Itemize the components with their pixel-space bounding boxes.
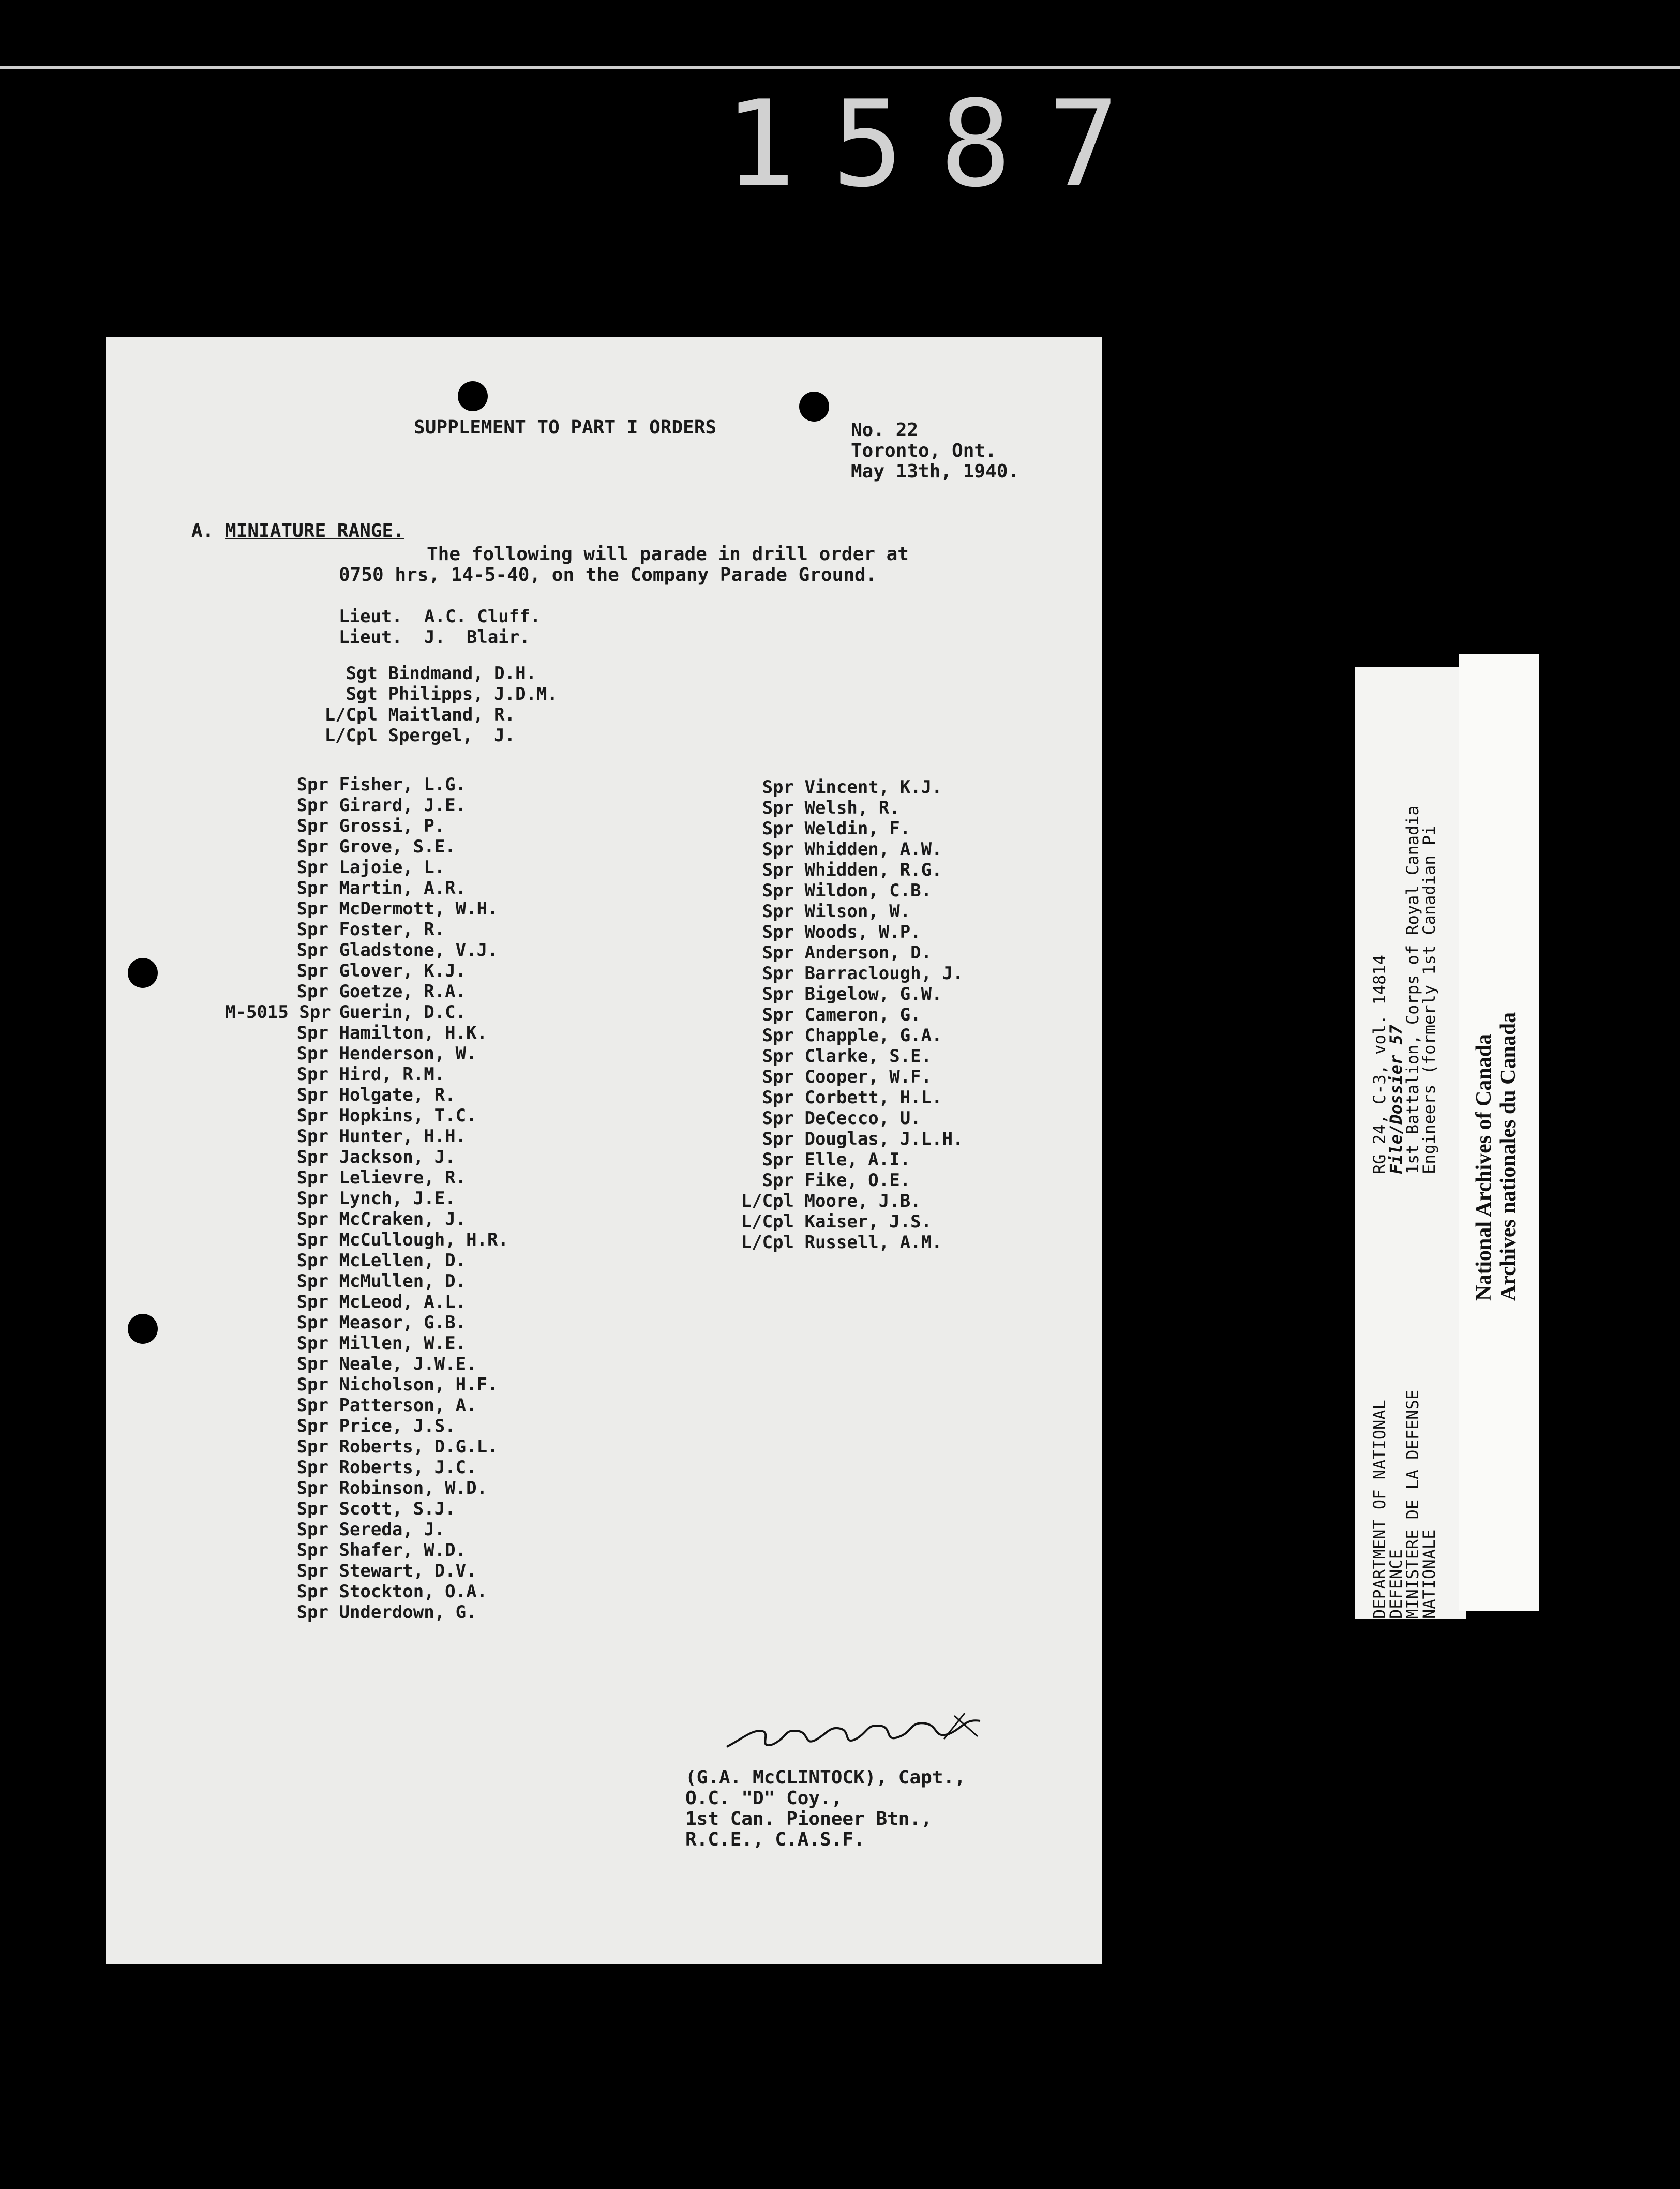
rank: Spr [762, 1170, 794, 1191]
list-item [727, 860, 964, 880]
list-item [225, 774, 508, 795]
list-item [225, 1292, 508, 1312]
member-name: Nicholson, H.F. [339, 1374, 498, 1395]
section-title: MINIATURE RANGE. [225, 520, 404, 542]
list-item [225, 836, 508, 857]
list-item [727, 1191, 964, 1211]
member-name: Wildon, C.B. [804, 880, 932, 901]
signatory-line-4: R.C.E., C.A.S.F. [685, 1829, 865, 1850]
member-name: Foster, R. [339, 919, 445, 940]
rank: Spr [762, 798, 794, 818]
member-name: Weldin, F. [804, 818, 911, 839]
list-item [727, 922, 964, 942]
member-name: McCraken, J. [339, 1209, 467, 1230]
list-item [225, 1602, 508, 1623]
member-name: Anderson, D. [804, 942, 932, 963]
list-item [225, 1333, 508, 1354]
member-name: Bigelow, G.W. [804, 984, 942, 1004]
label-file: File/Dossier 57 [1386, 1025, 1406, 1174]
member-name: Cameron, G. [804, 1004, 921, 1025]
list-item [225, 961, 508, 981]
member-name: Lelievre, R. [339, 1167, 467, 1188]
rank: Spr [762, 1004, 794, 1025]
member-name: Fisher, L.G. [339, 774, 467, 795]
member-name: Hunter, H.H. [339, 1126, 467, 1147]
member-name: Barraclough, J. [804, 963, 964, 984]
member-name: Measor, G.B. [339, 1312, 467, 1333]
rank: Spr [296, 1147, 328, 1167]
member-name: Clarke, S.E. [804, 1046, 932, 1067]
rank: Spr [296, 1602, 328, 1623]
list-item [727, 880, 964, 901]
rank: Spr [296, 940, 328, 961]
rank: Spr [296, 961, 328, 981]
rank: Spr [296, 1540, 328, 1561]
intro-line-1: The following will parade in drill order at [427, 544, 909, 565]
punch-hole [128, 958, 158, 988]
rank: Spr [296, 1126, 328, 1147]
rank: Spr [296, 1395, 328, 1416]
list-item [225, 1540, 508, 1561]
list-item: Sgt Bindmand, D.H. [346, 663, 537, 684]
list-item [727, 942, 964, 963]
member-name: Chapple, G.A. [804, 1025, 942, 1046]
member-name: McDermott, W.H. [339, 898, 498, 919]
rank: Spr [296, 1561, 328, 1581]
list-item [225, 1271, 508, 1292]
list-item [727, 777, 964, 798]
rank: Spr [762, 942, 794, 963]
list-item [225, 1126, 508, 1147]
rank: Spr [762, 922, 794, 942]
rank: Spr [762, 839, 794, 860]
rank: M-5015 Spr [225, 1002, 331, 1023]
list-item [225, 1167, 508, 1188]
film-edge-line [0, 66, 1680, 69]
rank: Spr [296, 1023, 328, 1043]
list-item [225, 1043, 508, 1064]
document-page [106, 337, 1102, 1964]
member-name: Jackson, J. [339, 1147, 456, 1167]
sapper-list-right [727, 777, 964, 1253]
archive-label [1355, 667, 1466, 1619]
member-name: Henderson, W. [339, 1043, 477, 1064]
list-item [727, 1046, 964, 1067]
member-name: Fike, O.E. [804, 1170, 911, 1191]
member-name: DeCecco, U. [804, 1108, 921, 1129]
rank: Spr [296, 774, 328, 795]
rank: Spr [296, 1519, 328, 1540]
rank: Spr [762, 1046, 794, 1067]
member-name: Scott, S.J. [339, 1498, 456, 1519]
rank: Spr [296, 1374, 328, 1395]
rank: Spr [762, 1087, 794, 1108]
list-item: L/Cpl Spergel, J. [324, 725, 516, 746]
member-name: Lynch, J.E. [339, 1188, 456, 1209]
list-item [225, 795, 508, 816]
list-item [225, 1436, 508, 1457]
sapper-list-left [225, 774, 508, 1623]
rank: Spr [296, 1085, 328, 1105]
rank: Spr [296, 836, 328, 857]
rank: Spr [762, 901, 794, 922]
rank: Spr [762, 880, 794, 901]
member-name: Russell, A.M. [804, 1232, 942, 1253]
list-item: Lieut. A.C. Cluff. [339, 606, 541, 627]
list-item [727, 1170, 964, 1191]
member-name: Hamilton, H.K. [339, 1023, 488, 1043]
list-item: Lieut. J. Blair. [339, 627, 530, 648]
list-item [727, 1232, 964, 1253]
member-name: Goetze, R.A. [339, 981, 467, 1002]
rank: Spr [762, 963, 794, 984]
list-item [225, 1230, 508, 1250]
signatory-line-3: 1st Can. Pioneer Btn., [685, 1808, 932, 1830]
list-item [225, 878, 508, 898]
label-dept-line-2: DEFENCE [1386, 1549, 1406, 1619]
list-item [727, 839, 964, 860]
list-item [225, 940, 508, 961]
list-item: L/Cpl Maitland, R. [324, 704, 516, 725]
member-name: Hopkins, T.C. [339, 1105, 477, 1126]
rank: Spr [296, 857, 328, 878]
rank: Spr [762, 818, 794, 839]
label-description-2: Engineers (formerly 1st Canadian Pi [1419, 825, 1439, 1174]
rank: Spr [762, 1129, 794, 1149]
member-name: Stewart, D.V. [339, 1561, 477, 1581]
rank: Spr [296, 1167, 328, 1188]
member-name: McCullough, H.R. [339, 1230, 508, 1250]
list-item [727, 798, 964, 818]
section-prefix: A. [191, 520, 214, 542]
list-item [225, 1312, 508, 1333]
list-item [225, 1209, 508, 1230]
list-item [225, 1105, 508, 1126]
rank: Spr [296, 1271, 328, 1292]
list-item [225, 1581, 508, 1602]
member-name: McMullen, D. [339, 1271, 467, 1292]
member-name: Robinson, W.D. [339, 1478, 488, 1498]
order-place: Toronto, Ont. [851, 440, 997, 461]
punch-hole [799, 392, 829, 422]
order-number: No. 22 [851, 419, 919, 441]
list-item [727, 1211, 964, 1232]
label-dept-line-3: MINISTERE DE LA DEFENSE [1403, 1389, 1422, 1619]
member-name: Kaiser, J.S. [804, 1211, 932, 1232]
member-name: Holgate, R. [339, 1085, 456, 1105]
list-item [225, 1147, 508, 1167]
member-name: Price, J.S. [339, 1416, 456, 1436]
list-item [225, 1395, 508, 1416]
rank: Spr [762, 860, 794, 880]
member-name: Wilson, W. [804, 901, 911, 922]
member-name: Sereda, J. [339, 1519, 445, 1540]
list-item [727, 818, 964, 839]
member-name: McLellen, D. [339, 1250, 467, 1271]
list-item [727, 1025, 964, 1046]
label-reference: RG 24, C-3, vol. 14814 [1370, 955, 1389, 1174]
member-name: Neale, J.W.E. [339, 1354, 477, 1374]
member-name: Hird, R.M. [339, 1064, 445, 1085]
member-name: Welsh, R. [804, 798, 900, 818]
punch-hole [458, 381, 488, 411]
member-name: Girard, J.E. [339, 795, 467, 816]
order-date: May 13th, 1940. [851, 461, 1019, 482]
rank: Spr [296, 1457, 328, 1478]
member-name: Corbett, H.L. [804, 1087, 942, 1108]
list-item [225, 857, 508, 878]
member-name: Lajoie, L. [339, 857, 445, 878]
label-dept-line-1: DEPARTMENT OF NATIONAL [1370, 1400, 1389, 1619]
member-name: Gladstone, V.J. [339, 940, 498, 961]
member-name: Whidden, A.W. [804, 839, 942, 860]
section-heading [191, 521, 404, 542]
intro-line-2: 0750 hrs, 14-5-40, on the Company Parade Ground. [339, 564, 877, 586]
frame-number: 1587 [724, 76, 1156, 214]
list-item [727, 1004, 964, 1025]
rank: Spr [296, 1292, 328, 1312]
member-name: Patterson, A. [339, 1395, 477, 1416]
punch-hole [128, 1314, 158, 1344]
list-item [225, 898, 508, 919]
rank: L/Cpl [741, 1232, 794, 1253]
member-name: Roberts, D.G.L. [339, 1436, 498, 1457]
list-item [225, 1498, 508, 1519]
signatory-name: (G.A. McCLINTOCK), Capt., [685, 1767, 966, 1788]
list-item [727, 901, 964, 922]
rank: Spr [762, 984, 794, 1004]
rank: Spr [296, 1250, 328, 1271]
rank: Spr [296, 1581, 328, 1602]
list-item: Sgt Philipps, J.D.M. [346, 684, 558, 704]
member-name: Shafer, W.D. [339, 1540, 467, 1561]
member-name: Whidden, R.G. [804, 860, 942, 880]
list-item [225, 1478, 508, 1498]
list-item [225, 1457, 508, 1478]
rank: Spr [296, 795, 328, 816]
member-name: McLeod, A.L. [339, 1292, 467, 1312]
label-dept-line-4: NATIONALE [1419, 1529, 1439, 1619]
list-item [727, 1087, 964, 1108]
rank: Spr [762, 1067, 794, 1087]
member-name: Grove, S.E. [339, 836, 456, 857]
label-description-1: 1st Battalion, Corps of Royal Canadia [1403, 805, 1422, 1174]
list-item [225, 1064, 508, 1085]
rank: Spr [762, 1149, 794, 1170]
list-item [225, 1085, 508, 1105]
member-name: Cooper, W.F. [804, 1067, 932, 1087]
rank: Spr [296, 1043, 328, 1064]
rank: L/Cpl [741, 1191, 794, 1211]
rank: Spr [296, 1188, 328, 1209]
list-item [225, 1374, 508, 1395]
rank: Spr [296, 1312, 328, 1333]
member-name: Elle, A.I. [804, 1149, 911, 1170]
list-item [727, 963, 964, 984]
nac-english: National Archives of Canada [1472, 1033, 1496, 1301]
member-name: Roberts, J.C. [339, 1457, 477, 1478]
rank: Spr [296, 981, 328, 1002]
list-item [225, 1561, 508, 1581]
rank: Spr [296, 1498, 328, 1519]
list-item [727, 984, 964, 1004]
rank: Spr [296, 1354, 328, 1374]
member-name: Douglas, J.L.H. [804, 1129, 964, 1149]
member-name: Glover, K.J. [339, 961, 467, 981]
list-item [225, 919, 508, 940]
document-heading: SUPPLEMENT TO PART I ORDERS [414, 417, 717, 438]
member-name: Millen, W.E. [339, 1333, 467, 1354]
rank: Spr [296, 1436, 328, 1457]
member-name: Vincent, K.J. [804, 777, 942, 798]
member-name: Guerin, D.C. [339, 1002, 467, 1023]
member-name: Moore, J.B. [804, 1191, 921, 1211]
list-item [225, 1354, 508, 1374]
nac-french: Archives nationales du Canada [1496, 1012, 1520, 1301]
list-item [727, 1067, 964, 1087]
list-item [225, 1416, 508, 1436]
nco-list [316, 663, 558, 746]
rank: Spr [296, 898, 328, 919]
rank: Spr [296, 878, 328, 898]
signature [722, 1708, 991, 1760]
rank: Spr [762, 777, 794, 798]
list-item [225, 1250, 508, 1271]
rank: Spr [296, 1105, 328, 1126]
list-item [727, 1108, 964, 1129]
list-item [225, 816, 508, 836]
member-name: Stockton, O.A. [339, 1581, 488, 1602]
member-name: Grossi, P. [339, 816, 445, 836]
rank: Spr [296, 1064, 328, 1085]
list-item [225, 981, 508, 1002]
list-item [727, 1149, 964, 1170]
rank: L/Cpl [741, 1211, 794, 1232]
list-item [727, 1129, 964, 1149]
list-item [225, 1002, 508, 1023]
rank: Spr [296, 1209, 328, 1230]
member-name: Underdown, G. [339, 1602, 477, 1623]
rank: Spr [296, 816, 328, 836]
signatory-line-2: O.C. "D" Coy., [685, 1788, 843, 1809]
rank: Spr [296, 1230, 328, 1250]
rank: Spr [296, 1478, 328, 1498]
member-name: Woods, W.P. [804, 922, 921, 942]
rank: Spr [296, 1416, 328, 1436]
rank: Spr [762, 1108, 794, 1129]
rank: Spr [296, 1333, 328, 1354]
rank: Spr [296, 919, 328, 940]
rank: Spr [762, 1025, 794, 1046]
archive-stamp-label [1459, 654, 1539, 1611]
member-name: Martin, A.R. [339, 878, 467, 898]
list-item [225, 1519, 508, 1540]
list-item [225, 1023, 508, 1043]
list-item [225, 1188, 508, 1209]
officers-list [339, 606, 541, 648]
